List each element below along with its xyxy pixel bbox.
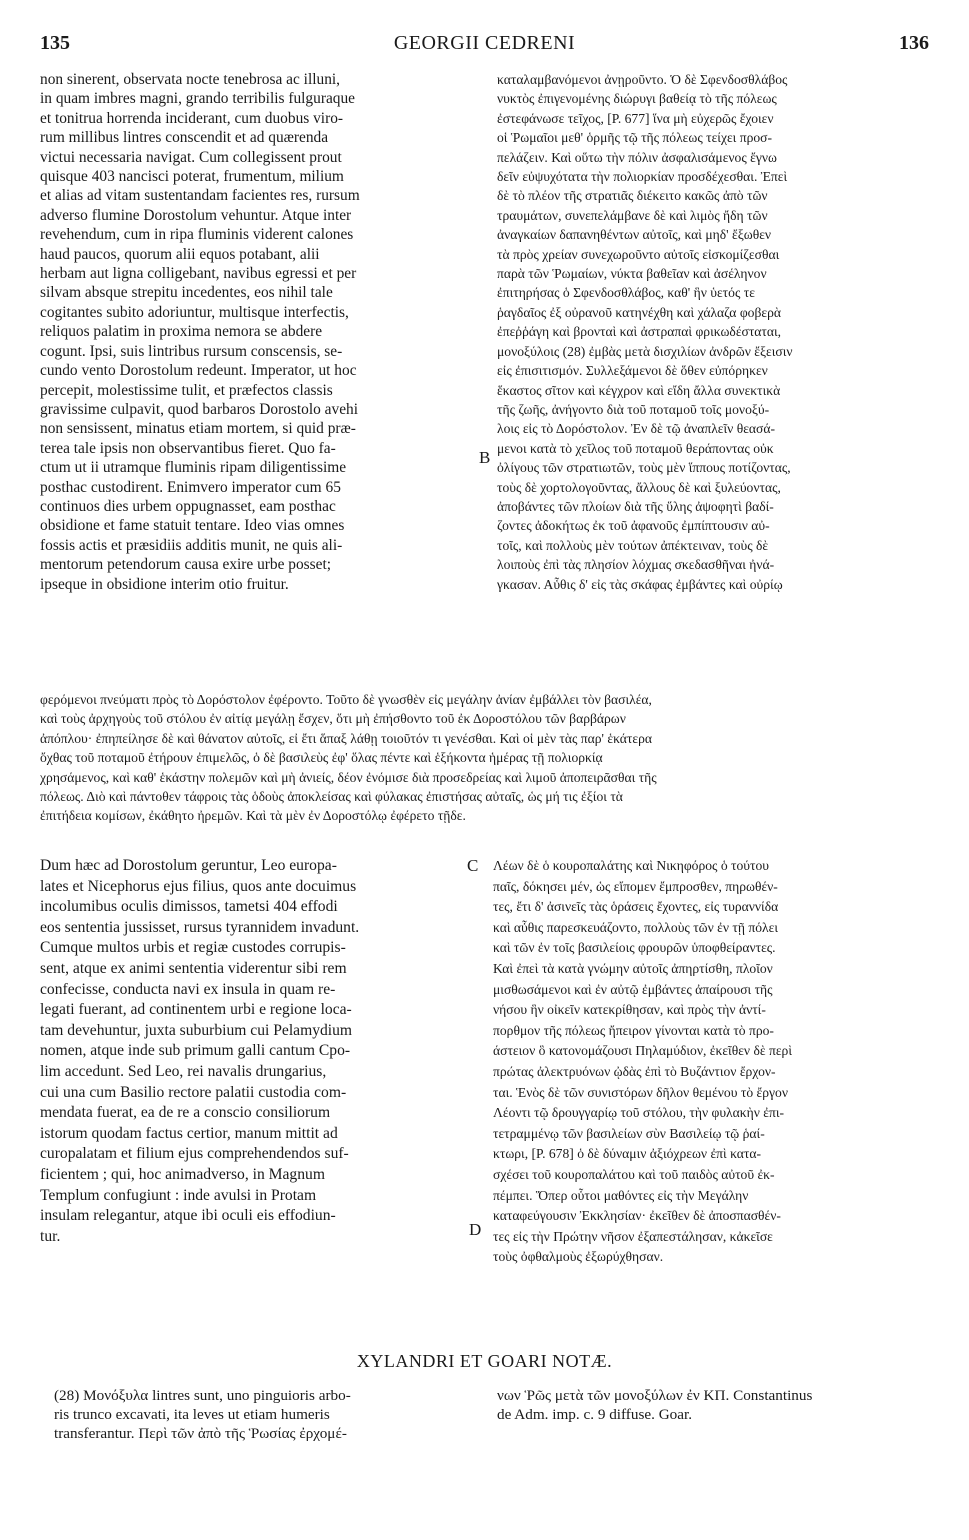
- text-line: ζοντες ἀδοκήτως ἐκ τοῦ ἀφανοῦς ἐμπίπτουσιν αὐ-: [497, 518, 770, 534]
- greek-column-top: [497, 70, 929, 594]
- text-line: obsidione et fame statuit tentare. Ideo vias omnes: [40, 517, 345, 535]
- margin-letter-c: C: [467, 856, 479, 875]
- text-line: τοὺς ὀφθαλμοὺς ἐξωρύχθησαν.: [493, 1249, 664, 1265]
- text-line: δεῖν εὐψυχότατα τὴν πολιορκίαν προσδέχεσθαι. Ἐπεὶ: [497, 169, 788, 185]
- text-line: εἰς ἐπισιτισμόν. Συλλεξάμενοι δὲ ὅθεν εὐπόρηκεν: [497, 363, 768, 379]
- text-line: πρώτας ἀλεκτρυόνων ᾠδὰς ἐπὶ τὸ Βυζάντιον ἔρχον-: [493, 1063, 776, 1079]
- text-line: τοὺς δὲ χορτολογοῦντας, ἄλλους δὲ καὶ ξυλεύοντας,: [497, 479, 781, 495]
- text-line: τὰ πρὸς χρείαν συνεχωροῦντο αὐτοῖς εἰσκομίζεσθαι: [497, 246, 780, 262]
- text-line: ἐστεφάνωσε τεῖχος, [P. 677] ἵνα μὴ εὐχερῶς ἔχοιεν: [497, 110, 774, 126]
- page-header: [40, 32, 929, 68]
- greek-column-bottom: [493, 856, 929, 1268]
- text-line: χρησάμενος, καὶ καθ' ἑκάστην πολεμῶν καὶ μὴ ἀνιείς, δέον ἐνόμισε διὰ προσεδρείας καὶ λιμοῦ ἀποπειρᾶσθαι τῆς: [40, 769, 657, 785]
- text-line: μονοξύλοις (28) ἐμβὰς μετὰ δισχιλίων ἀνδρῶν ἔξεισιν: [497, 343, 793, 359]
- text-line: haud paucos, quorum alii equos potabant, alii: [40, 245, 320, 263]
- text-line: δὲ τὸ πλέον τῆς στρατιᾶς διέκειτο κακῶς ἀπὸ τῶν: [497, 188, 768, 204]
- text-line: λοιποὺς ἐπὶ τὰς πλησίον λόχμας σκεδασθῆναι ἠνά-: [497, 557, 775, 573]
- text-line: silvam absque strepitu incedentes, eos nihil tale: [40, 284, 333, 302]
- text-line: καταλαμβανόμενοι ἀνῃροῦντο. Ὁ δὲ Σφενδοσθλάβος: [497, 72, 788, 87]
- running-title: GEORGII CEDRENI: [393, 32, 576, 54]
- text-line: posthac custodirent. Enimvero imperator cum 65: [40, 478, 341, 496]
- text-line: mendata fuerat, ea de re a conscio consiliorum: [40, 1104, 331, 1122]
- text-line: παῖς, δόκησει μέν, ὡς εἴπομεν ἔμπροσθεν, πηρωθέν-: [493, 878, 778, 894]
- text-line: victui necessaria navigat. Cum collegissent prout: [40, 148, 342, 166]
- text-line: ficientem ; qui, hoc animadverso, in Magnum: [40, 1165, 325, 1183]
- text-line: incolumibus oculis dimissos, tametsi 404 effodi: [40, 898, 338, 916]
- text-line: lim accedunt. Sed Leo, rei navalis drungarius,: [40, 1062, 327, 1080]
- text-line: ἐπεῤῥάγη καὶ βρονταὶ καὶ ἀστραπαὶ φρικωδέσταται,: [497, 324, 782, 340]
- text-line: μισθωσάμενοι καὶ ἐν αὐτῷ ἐμβάντες ἀπαίρουσι τῆς: [493, 981, 773, 997]
- text-line: τοῖς, καὶ πολλοὺς μὲν τούτων ἀπέκτειναν, τοὺς δὲ: [497, 537, 769, 553]
- text-line: πέμπει. Ὅπερ οὗτοι μαθόντες εἰς τὴν Μεγάλην: [493, 1187, 749, 1203]
- text-line: άστειον ὃ κατονομάζουσι Πηλαμύδιον, ἐκεῖθεν δὲ περὶ: [493, 1043, 792, 1059]
- text-line: cui una cum Basilio rectore palatii custodia com-: [40, 1083, 347, 1101]
- text-line: τες, ἔτι δ' ἀσινεῖς τὰς ὁράσεις ἔχοντες, εἰς τυραννίδα: [493, 899, 779, 915]
- text-line: κτωρι, [P. 678] ὁ δὲ δύναμιν ἀξιόχρεων ἐπὶ κατα-: [493, 1146, 762, 1162]
- text-line: ὀλίγους τῶν στρατιωτῶν, τοὺς μὲν ἵππους ποτίζοντας,: [497, 460, 791, 476]
- text-line: ἀπόπλου· ἐπηπείλησε δὲ καὶ θάνατον αὐτοῖς, εἰ ἔτι ἅπαξ λάθῃ τοιοῦτόν τι γενέσθαι. Καὶ οἱ μὲν τὰς παρ' ἑκάτερα: [40, 730, 653, 746]
- text-line: herbam aut ligna colligebant, navibus egressi et per: [40, 265, 357, 283]
- text-line: non sensissent, minatus etiam mortem, si quid præ-: [40, 420, 356, 438]
- text-line: νυκτὸς ἐπιγενομένης διώρυγι βαθείᾳ τὸ τῆς πόλεως: [497, 91, 777, 107]
- text-line: πελάζειν. Καὶ οὕτω τὴν πόλιν ἀσφαλισάμενος ἔγνω: [497, 149, 777, 165]
- text-line: continuos dies urbem oppugnasset, eam posthac: [40, 497, 336, 515]
- text-line: adverso flumine Dorostolum vehuntur. Atque inter: [40, 206, 352, 224]
- text-line: ris trunco excavati, ita leves ut etiam humeris: [54, 1406, 330, 1423]
- text-line: reliquos palatim in proxima nemora se abdere: [40, 323, 323, 341]
- text-line: confecisse, conducta navi ex insula in quam re-: [40, 980, 336, 998]
- text-line: ῥαγδαῖος ἐξ οὐρανοῦ κατηνέχθη καὶ χάλαζα φοβερὰ: [497, 304, 781, 320]
- text-line: quisque 403 nancisci poterat, frumentum, milium: [40, 168, 344, 186]
- text-line: ἐπιτηρήσας ὁ Σφενδοσθλάβος, καθ' ἣν ὑετός τε: [497, 285, 755, 301]
- text-line: τῆς ζωῆς, ἀνήγοντο διὰ τοῦ ποταμοῦ τοῖς μονοξύ-: [497, 401, 770, 417]
- text-line: sent, atque ex animi sententia viderentur sibi rem: [40, 959, 347, 977]
- text-line: curopalatam et filium ejus comprehendendos suf-: [40, 1145, 349, 1163]
- notes-heading: XYLANDRI ET GOARI NOTÆ.: [356, 1351, 613, 1371]
- text-line: ctum ut ii utramque fluminis ripam diligentissime: [40, 459, 347, 477]
- text-line: Λέοντι τῷ δρουγγαρίῳ τοῦ στόλου, τὴν φυλακὴν ἐπι-: [493, 1105, 785, 1121]
- margin-letter-b: B: [479, 448, 491, 467]
- text-line: ται. Ἑνὸς δὲ τῶν συνιστόρων δῆλον θεμένου τὸ ἔργον: [493, 1084, 788, 1100]
- text-line: πορθμον τῆς πόλεως ἤπειρον γίνονται κατὰ τὸ προ-: [493, 1022, 774, 1038]
- text-line: cogunt. Ipsi, suis lintribus rursum conscensis, se-: [40, 342, 343, 360]
- text-line: ἀποβάντες τῶν πλοίων διὰ τῆς ὕλης ἀψοφητὶ βαδί-: [497, 498, 774, 514]
- text-line: (28) Μονόξυλα lintres sunt, uno pinguioris arbo-: [54, 1387, 351, 1404]
- text-line: fossis actis et præsidiis additis munit, ne quis ali-: [40, 536, 343, 554]
- text-line: ἀναγκαίων δαπανηθέντων αὐτοῖς, καὶ μηδ' ἔξωθεν: [497, 227, 772, 243]
- text-line: μενοι κατὰ τὸ χεῖλος τοῦ ποταμοῦ θεράποντας οὐκ: [497, 440, 774, 456]
- text-line: cundo vento Dorostolum redeunt. Imperator, ut hoc: [40, 362, 357, 380]
- text-line: καὶ αὖθις παρεσκευάζοντο, πολλοὺς τῶν ἐν τῇ πόλει: [493, 919, 778, 935]
- text-line: ὄχθας τοῦ ποταμοῦ ἐτήρουν ἐπιμελῶς, ὁ δὲ βασιλεὺς ἐφ' ὅλας πέντε καὶ ἑξήκοντα ἡμέρας τῇ πολιορκίᾳ: [40, 750, 603, 766]
- greek-full-width-passage: [40, 690, 929, 826]
- text-line: Dum hæc ad Dorostolum geruntur, Leo europa-: [40, 857, 337, 874]
- text-line: insulam relegantur, atque ibi oculi eis effodiun-: [40, 1207, 336, 1225]
- text-line: γκασαν. Αὖθις δ' εἰς τὰς σκάφας ἐμβάντες καὶ οὐρίῳ: [497, 576, 783, 592]
- text-line: καὶ τῶν ἐν τοῖς βασιλείοις φρουρῶν ὑποφθείραντες.: [493, 940, 776, 956]
- margin-letter-d: D: [469, 1220, 482, 1239]
- page-number-left: 135: [40, 32, 70, 54]
- text-line: πόλεως. Διὸ καὶ πάντοθεν τάφροις τὰς ὁδοὺς ἀποκλείσας καὶ φύλακας ἐπιστήσας αὐταῖς, ὡς μή τις ἐξίοι τὰ: [40, 789, 623, 805]
- text-line: τραυμάτων, συνεπελάμβανε δὲ καὶ λιμὸς ἤδη τῶν: [497, 207, 768, 223]
- text-line: et tonitrua horrenda inciderant, cum duobus viro-: [40, 109, 344, 127]
- text-line: Λέων δὲ ὁ κουροπαλάτης καὶ Νικηφόρος ὁ τούτου: [493, 858, 769, 873]
- latin-column-bottom: [40, 856, 472, 1247]
- text-line: mentorum petendorum causa exire urbe posset;: [40, 556, 332, 574]
- text-line: in quam imbres magni, grando terribilis fulguraque: [40, 90, 356, 108]
- text-line: σχέσει τοῦ κουροπαλάτου καὶ τοῦ παιδὸς αὐτοῦ ἐκ-: [493, 1166, 775, 1182]
- text-line: tam devehuntur, juxta suburbium cui Pelamydium: [40, 1021, 353, 1039]
- text-line: rum millibus lintres conscendit et ad quærenda: [40, 129, 329, 147]
- page-number-right: 136: [899, 32, 929, 54]
- text-line: ἐπιτήδεια κομίσων, ἐκάθητο ἠρεμῶν. Καὶ τὰ μὲν ἐν Δοροστόλῳ ἐφέρετο τῇδε.: [40, 808, 466, 824]
- text-line: νων Ῥῶς μετὰ τῶν μονοξύλων ἐν ΚΠ. Constantinus: [497, 1387, 813, 1404]
- text-line: cogitantes subito adoriuntur, multisque interfectis,: [40, 303, 349, 321]
- text-line: et alias ad vitam sustentandam facientes res, rursum: [40, 187, 360, 205]
- text-line: ἕκαστος σῖτον καὶ κέγχρον καὶ εἴδη ἄλλα συνεκτικὰ: [497, 382, 781, 398]
- latin-column-top: [40, 70, 478, 594]
- text-line: transferantur. Περὶ τῶν ἀπὸ τῆς Ῥωσίας ἐρχομέ-: [54, 1425, 347, 1442]
- text-line: τετραμμένῳ τῶν βασιλείων σὺν Βασιλείῳ τῷ ῥαί-: [493, 1125, 765, 1141]
- text-line: percepit, molestissime tulit, et præfectos classis: [40, 381, 333, 399]
- text-line: nomen, atque inde sub primum galli cantum Cpo-: [40, 1042, 351, 1060]
- text-line: Templum confugiunt : inde avulsi in Protam: [40, 1186, 317, 1204]
- text-line: καὶ τοὺς ἀρχηγοὺς τοῦ στόλου ἐν αἰτίᾳ μεγάλῃ ἔσχεν, ὅτι μὴ ἐπήσθοντο τοῦ ἐκ Δοροστόλου τῶν βαρβάρων: [40, 711, 626, 727]
- text-line: τες εἰς τὴν Πρώτην νῆσον ἐξαπεστάλησαν, κἀκεῖσε: [493, 1228, 773, 1244]
- text-line: Cumque multos urbis et regiæ custodes corrupis-: [40, 939, 346, 957]
- note-left-column: [54, 1386, 478, 1443]
- text-line: φερόμενοι πνεύματι πρὸς τὸ Δορόστολον ἐφέροντο. Τοῦτο δὲ γνωσθὲν εἰς μεγάλην ἀνίαν ἐμβάλλει τὸν βασιλέα,: [40, 692, 652, 707]
- text-line: Καὶ ἐπεὶ τὰ κατὰ γνώμην αὐτοῖς ἀπηρτίσθη, πλοῖον: [493, 960, 773, 976]
- text-line: eos sententia jussisset, rursus tyrannidem invadunt.: [40, 918, 360, 936]
- text-line: legati fuerant, ad continentem urbi e regione loca-: [40, 1001, 352, 1019]
- text-line: gravissime culpavit, quod barbaros Dorostolo avehi: [40, 400, 359, 418]
- text-line: tur.: [40, 1227, 61, 1245]
- text-line: νήσου ἣν οἰκεῖν κατεκρίθησαν, καὶ πρὸς τὴν ἀντί-: [493, 1002, 766, 1018]
- text-line: lates et Nicephorus ejus filius, quos ante docuimus: [40, 877, 357, 895]
- text-line: οἱ Ῥωμαῖοι μεθ' ὁρμῆς τῷ τῆς πόλεως τείχει προσ-: [497, 130, 773, 146]
- text-line: ipseque in obsidione interim otio fruitur.: [40, 575, 289, 593]
- text-line: revehendum, cum in ripa fluminis viderent calones: [40, 226, 354, 244]
- text-line: παρὰ τῶν Ῥωμαίων, νύκτα βαθεῖαν καὶ ἀσέληνον: [497, 266, 767, 282]
- text-line: terea tale ipsis non observantibus fieret. Quo fa-: [40, 439, 336, 457]
- text-line: de Adm. imp. c. 9 diffuse. Goar.: [497, 1406, 693, 1423]
- text-line: λοις εἰς τὸ Δορόστολον. Ἐν δὲ τῷ ἀναπλεῖν θεασά-: [497, 421, 776, 437]
- text-line: non sinerent, observata nocte tenebrosa ac illuni,: [40, 71, 341, 88]
- note-right-column: [497, 1386, 929, 1424]
- text-line: καταφεύγουσιν Ἐκκλησίαν· ἐκεῖθεν δὲ ἀποσπασθέν-: [493, 1208, 781, 1224]
- text-line: istorum quodam factus certior, manum mittit ad: [40, 1124, 338, 1142]
